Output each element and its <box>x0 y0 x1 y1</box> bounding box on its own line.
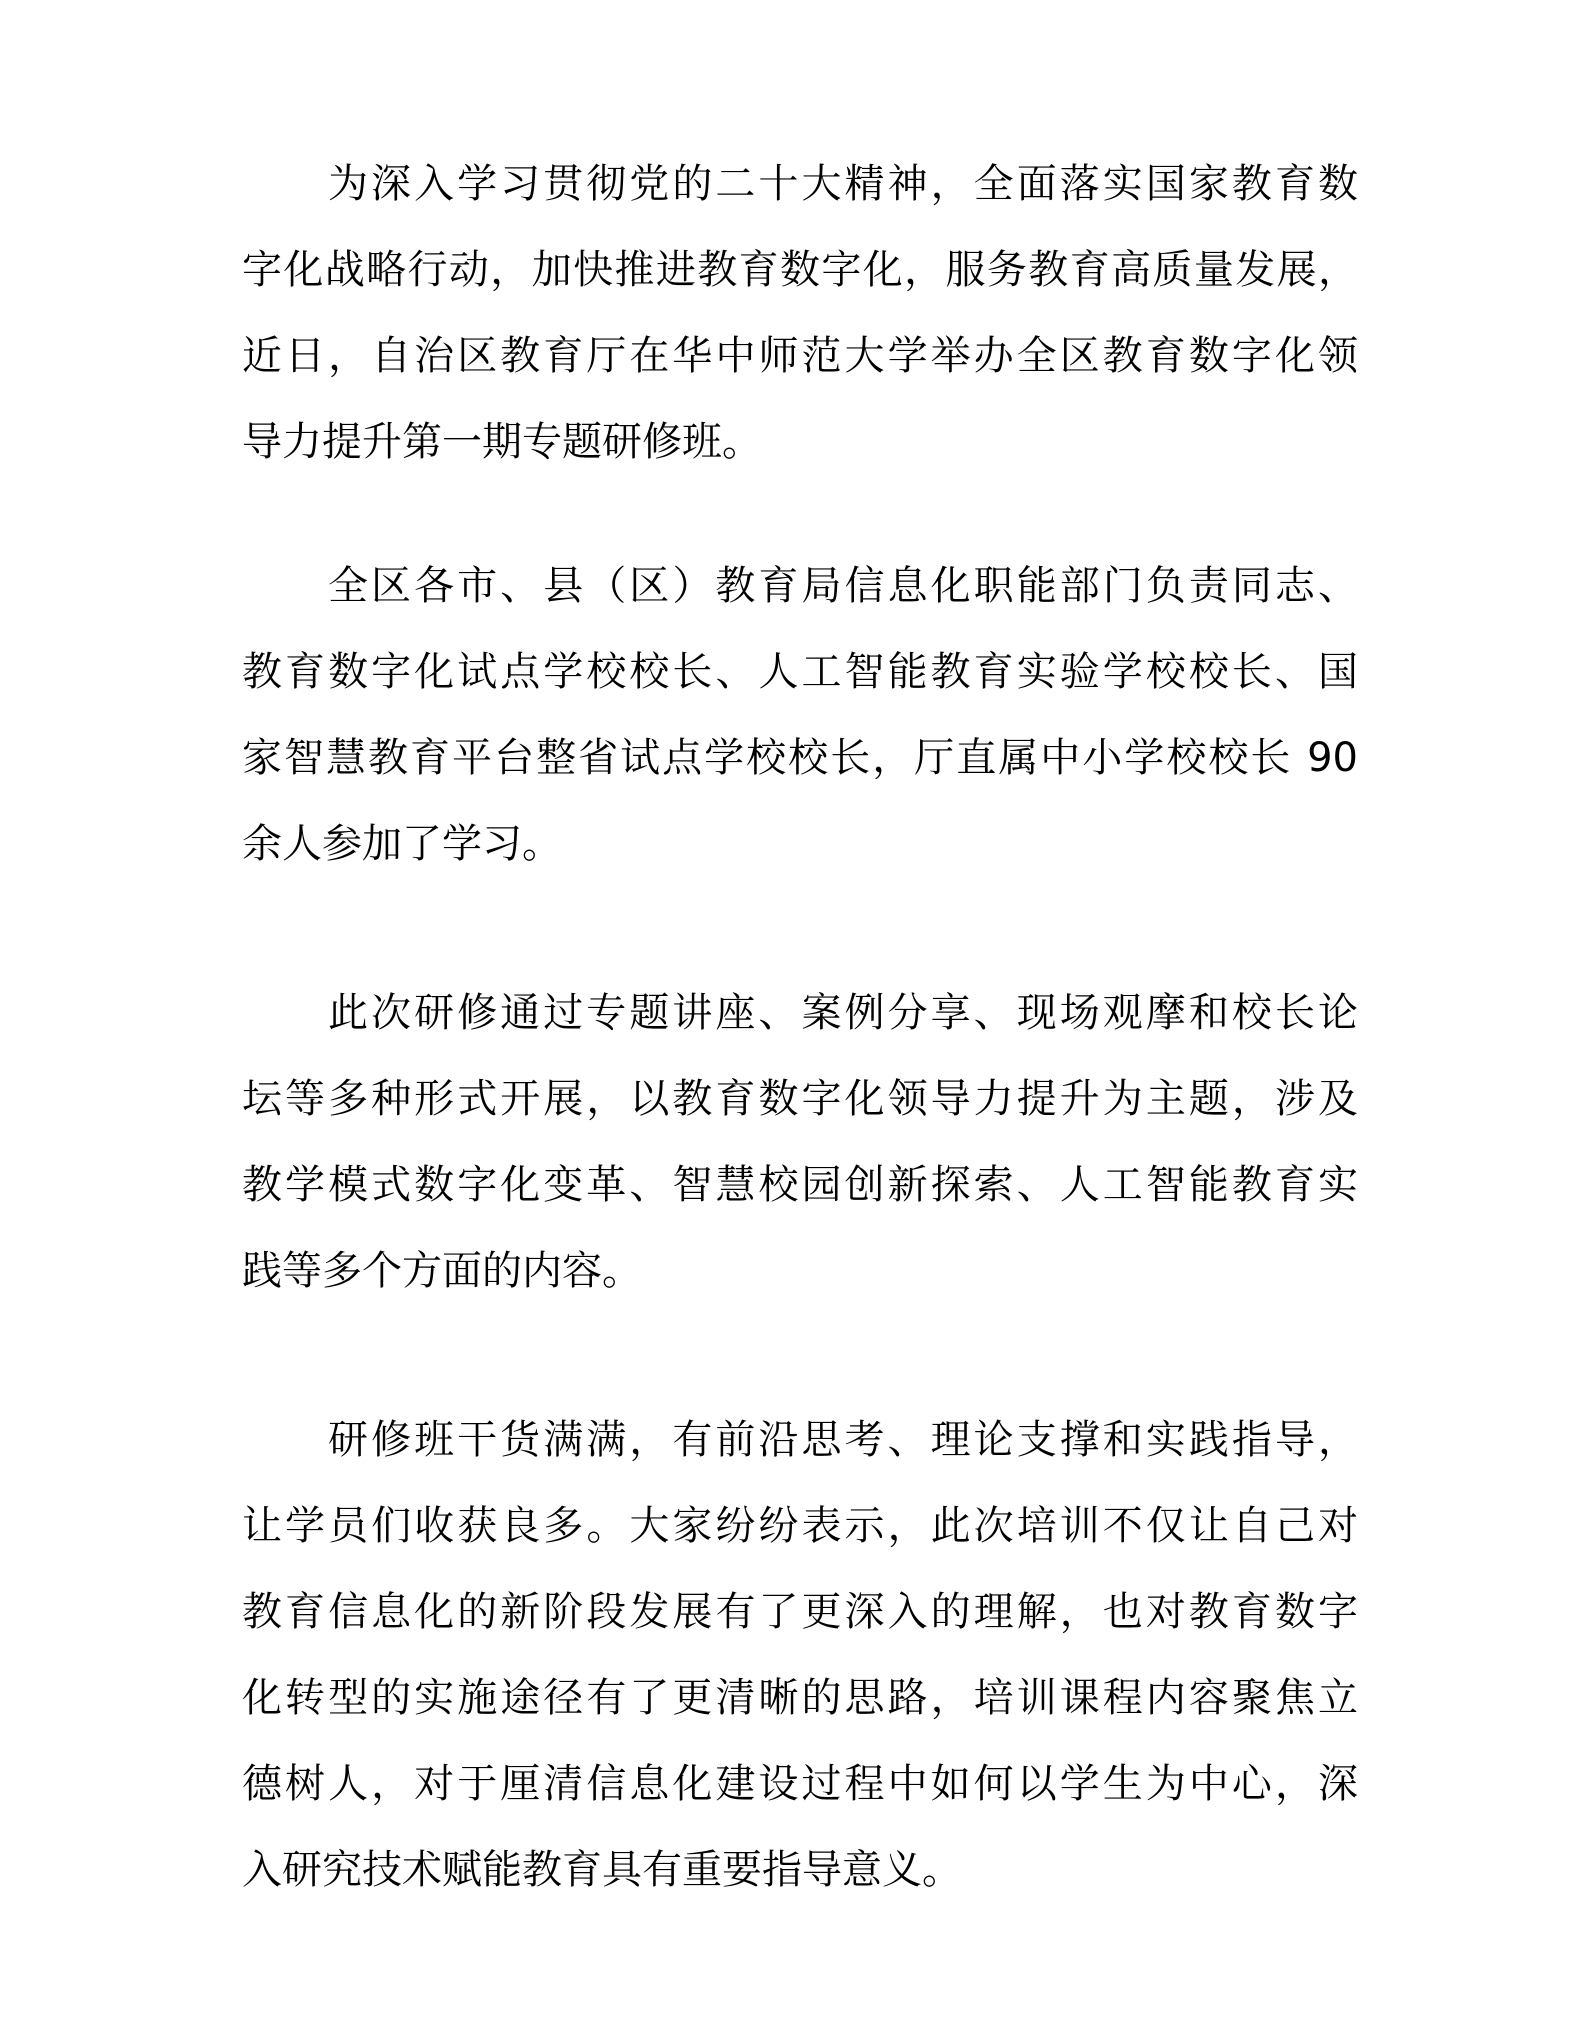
paragraph-line: 化转型的实施途径有了更清晰的思路，培训课程内容聚焦立 <box>242 1675 1358 1721</box>
paragraph-line: 此次研修通过专题讲座、案例分享、现场观摩和校长论 <box>328 990 1358 1036</box>
paragraph-line: 让学员们收获良多。大家纷纷表示，此次培训不仅让自己对 <box>242 1503 1358 1549</box>
paragraph-line: 为深入学习贯彻党的二十大精神，全面落实国家教育数 <box>328 161 1358 207</box>
paragraph-line: 教育数字化试点学校校长、人工智能教育实验学校校长、国 <box>242 649 1358 695</box>
paragraph-line: 近日，自治区教育厅在华中师范大学举办全区教育数字化领 <box>242 333 1358 379</box>
paragraph-line: 坛等多种形式开展，以教育数字化领导力提升为主题，涉及 <box>242 1076 1358 1122</box>
paragraph-line: 导力提升第一期专题研修班。 <box>242 419 762 465</box>
paragraph-line: 余人参加了学习。 <box>242 821 562 867</box>
paragraph-line: 入研究技术赋能教育具有重要指导意义。 <box>242 1847 962 1893</box>
paragraph-line: 践等多个方面的内容。 <box>242 1248 642 1294</box>
paragraph-line: 教学模式数字化变革、智慧校园创新探索、人工智能教育实 <box>242 1162 1358 1208</box>
paragraph-line: 家智慧教育平台整省试点学校校长，厅直属中小学校校长 90 <box>242 735 1358 781</box>
paragraph-line: 研修班干货满满，有前沿思考、理论支撑和实践指导， <box>328 1417 1358 1463</box>
paragraph-line: 德树人，对于厘清信息化建设过程中如何以学生为中心，深 <box>242 1761 1358 1807</box>
paragraph-line: 教育信息化的新阶段发展有了更深入的理解，也对教育数字 <box>242 1589 1358 1635</box>
paragraph-line: 全区各市、县（区）教育局信息化职能部门负责同志、 <box>328 563 1358 609</box>
paragraph-line: 字化战略行动，加快推进教育数字化，服务教育高质量发展， <box>242 247 1358 293</box>
